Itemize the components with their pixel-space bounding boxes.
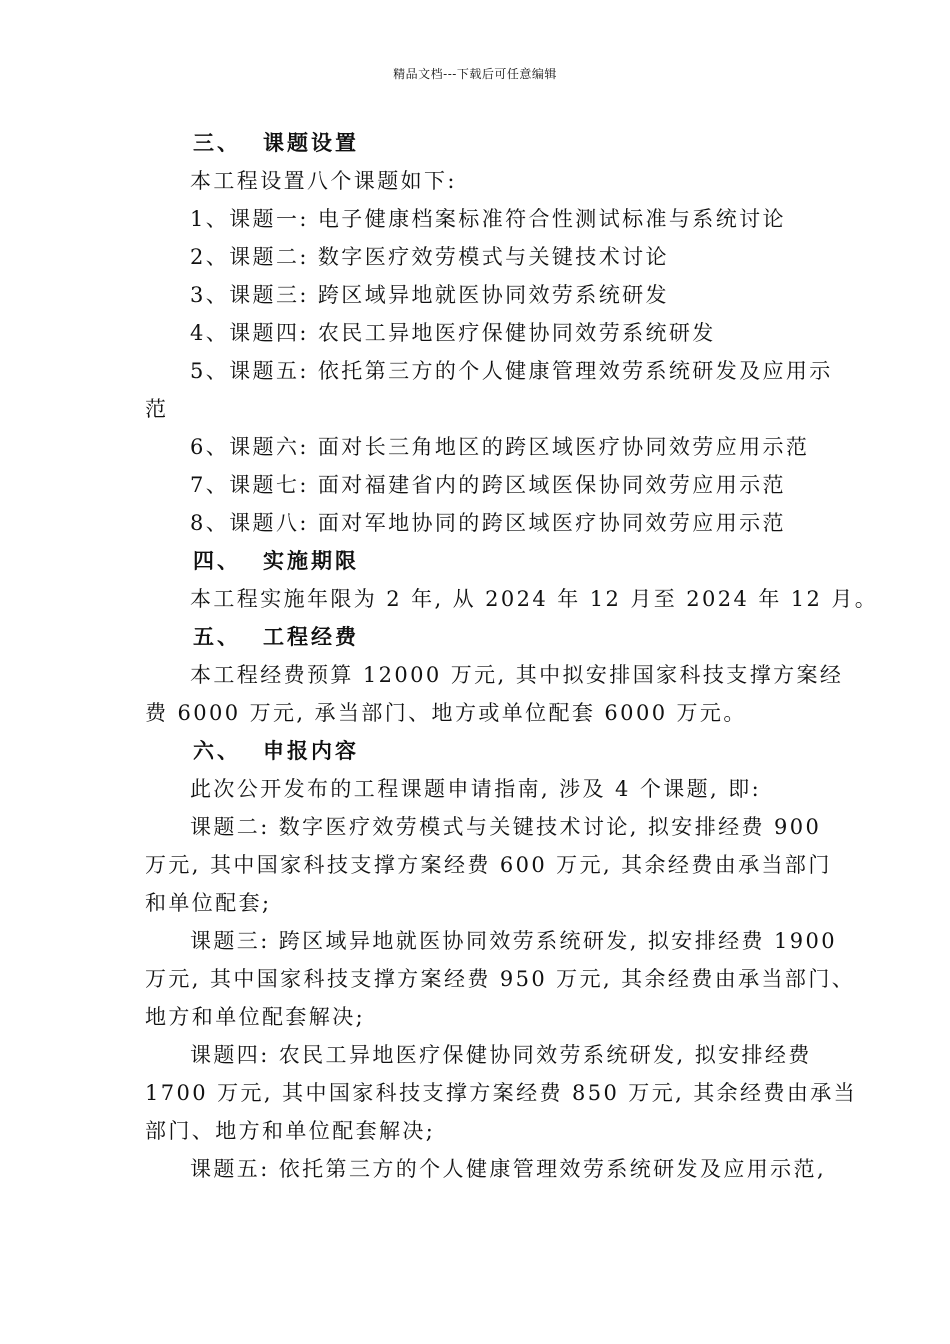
section-heading-title: 工程经费 — [263, 625, 359, 649]
paragraph-line: 本工程实施年限为 2 年, 从 2024 年 12 月至 2024 年 12 月。 — [190, 587, 879, 611]
section-heading-number: 六、 — [193, 739, 241, 763]
section-heading-title: 课题设置 — [263, 131, 359, 155]
list-item: 5、课题五: 依托第三方的个人健康管理效劳系统研发及应用示 — [190, 359, 833, 383]
section-heading-number: 五、 — [193, 625, 241, 649]
paragraph-line: 1700 万元, 其中国家科技支撑方案经费 850 万元, 其余经费由承当 — [145, 1081, 858, 1105]
list-item: 8、课题八: 面对军地协同的跨区域医疗协同效劳应用示范 — [190, 511, 786, 535]
page-header: 精品文档---下载后可任意编辑 — [393, 67, 557, 81]
paragraph-line: 万元, 其中国家科技支撑方案经费 600 万元, 其余经费由承当部门 — [145, 853, 832, 877]
paragraph-line: 地方和单位配套解决; — [145, 1005, 366, 1029]
paragraph-line: 此次公开发布的工程课题申请指南, 涉及 4 个课题, 即: — [190, 777, 762, 801]
paragraph-line: 课题二: 数字医疗效劳模式与关键技术讨论, 拟安排经费 900 — [190, 815, 822, 839]
paragraph-line: 费 6000 万元, 承当部门、地方或单位配套 6000 万元。 — [145, 701, 747, 725]
list-item: 2、课题二: 数字医疗效劳模式与关键技术讨论 — [190, 245, 669, 269]
list-item: 3、课题三: 跨区域异地就医协同效劳系统研发 — [190, 283, 669, 307]
section-heading-5 — [145, 618, 805, 656]
paragraph-line: 课题三: 跨区域异地就医协同效劳系统研发, 拟安排经费 1900 — [190, 929, 838, 953]
list-item: 4、课题四: 农民工异地医疗保健协同效劳系统研发 — [190, 321, 716, 345]
paragraph-line: 万元, 其中国家科技支撑方案经费 950 万元, 其余经费由承当部门、 — [145, 967, 856, 991]
section-heading-number: 四、 — [193, 549, 241, 573]
paragraph-line: 和单位配套; — [145, 891, 272, 915]
section-heading-4 — [145, 542, 805, 580]
paragraph-line: 本工程经费预算 12000 万元, 其中拟安排国家科技支撑方案经 — [190, 663, 844, 687]
section-heading-title: 申报内容 — [263, 739, 359, 763]
list-item: 6、课题六: 面对长三角地区的跨区域医疗协同效劳应用示范 — [190, 435, 810, 459]
list-item: 7、课题七: 面对福建省内的跨区域医保协同效劳应用示范 — [190, 473, 786, 497]
paragraph-line: 部门、地方和单位配套解决; — [145, 1119, 436, 1143]
section-heading-6 — [145, 732, 805, 770]
list-item: 1、课题一: 电子健康档案标准符合性测试标准与系统讨论 — [190, 207, 786, 231]
section-heading-title: 实施期限 — [263, 549, 359, 573]
document-body — [145, 124, 879, 1188]
section-heading-3 — [145, 124, 805, 162]
section-heading-number: 三、 — [193, 131, 241, 155]
list-item-continuation: 范 — [145, 397, 169, 421]
paragraph-line: 本工程设置八个课题如下: — [190, 169, 457, 193]
paragraph-line: 课题四: 农民工异地医疗保健协同效劳系统研发, 拟安排经费 — [190, 1043, 812, 1067]
paragraph-line: 课题五: 依托第三方的个人健康管理效劳系统研发及应用示范, — [190, 1157, 827, 1181]
